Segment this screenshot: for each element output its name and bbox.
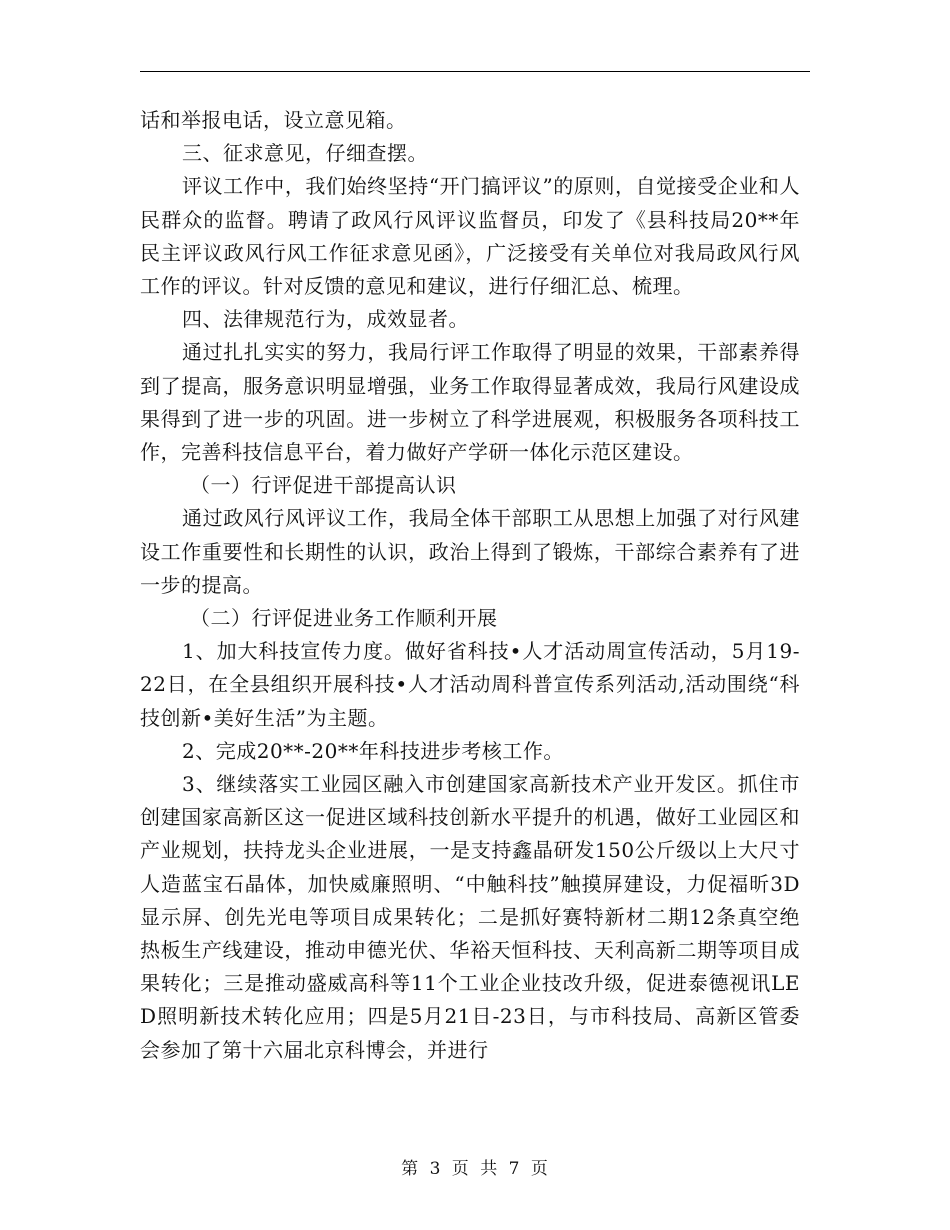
footer-total-pages: 7 — [508, 1159, 521, 1179]
section-heading-3: 三、征求意见，仔细查摆。 — [182, 141, 428, 166]
paragraph-cadre-awareness: 通过政风行风评议工作，我局全体干部职工从思想上加强了对行风建设工作重要性和长期性的认识，政治上得到了锻炼，干部综合素养有了进一步的提高。 — [140, 506, 800, 597]
list-item-1: 1、加大科技宣传力度。做好省科技•人才活动周宣传活动，5月19-22日，在全县组织开展科技•人才活动周科普宣传系列活动,活动围绕“科技创新•美好生活”为主题。 — [140, 639, 800, 730]
footer-page-number: 3 — [429, 1159, 442, 1179]
subsection-heading-1: （一）行评促进干部提高认识 — [190, 473, 457, 498]
section-heading-4: 四、法律规范行为，成效显者。 — [182, 307, 469, 332]
document-body — [140, 104, 800, 1067]
paragraph-review-work: 评议工作中，我们始终坚持“开门搞评议”的原则，自觉接受企业和人民群众的监督。聘请了政风行风评议监督员，印发了《县科技局20**年民主评议政风行风工作征求意见函》，广泛接受有关单位对我局政风行风工作的评议。针对反馈的意见和建议，进行仔细汇总、梳理。 — [140, 174, 800, 299]
paragraph-results: 通过扎扎实实的努力，我局行评工作取得了明显的效果，干部素养得到了提高，服务意识明显增强，业务工作取得显著成效，我局行风建设成果得到了进一步的巩固。进一步树立了科学进展观，积极服务各项科技工作，完善科技信息平台，着力做好产学研一体化示范区建设。 — [140, 340, 800, 465]
header-rule — [140, 71, 810, 72]
footer-gong: 共 — [480, 1159, 499, 1179]
list-item-2: 2、完成20**-20**年科技进步考核工作。 — [182, 738, 564, 763]
footer-di: 第 — [401, 1159, 420, 1179]
subsection-heading-2: （二）行评促进业务工作顺利开展 — [190, 606, 498, 631]
page-footer — [0, 1154, 950, 1179]
footer-ye: 页 — [451, 1159, 470, 1179]
paragraph-continuation: 话和举报电话，设立意见箱。 — [140, 108, 407, 132]
footer-ye-2: 页 — [530, 1159, 549, 1179]
list-item-3: 3、继续落实工业园区融入市创建国家高新技术产业开发区。抓住市创建国家高新区这一促进区域科技创新水平提升的机遇，做好工业园区和产业规划，扶持龙头企业进展，一是支持鑫晶研发150公斤级以上大尺寸人造蓝宝石晶体，加快威廉照明、“中触科技”触摸屏建设，力促福昕3D显示屏、创先光电等项目成果转化；二是抓好赛特新材二期12条真空绝热板生产线建设，推动申德光伏、华裕天恒科技、天利高新二期等项目成果转化；三是推动盛威高科等11个工业企业技改升级，促进泰德视讯LED照明新技术转化应用；四是5月21日-23日，与市科技局、高新区管委会参加了第十六届北京科博会，并进行 — [140, 772, 800, 1062]
